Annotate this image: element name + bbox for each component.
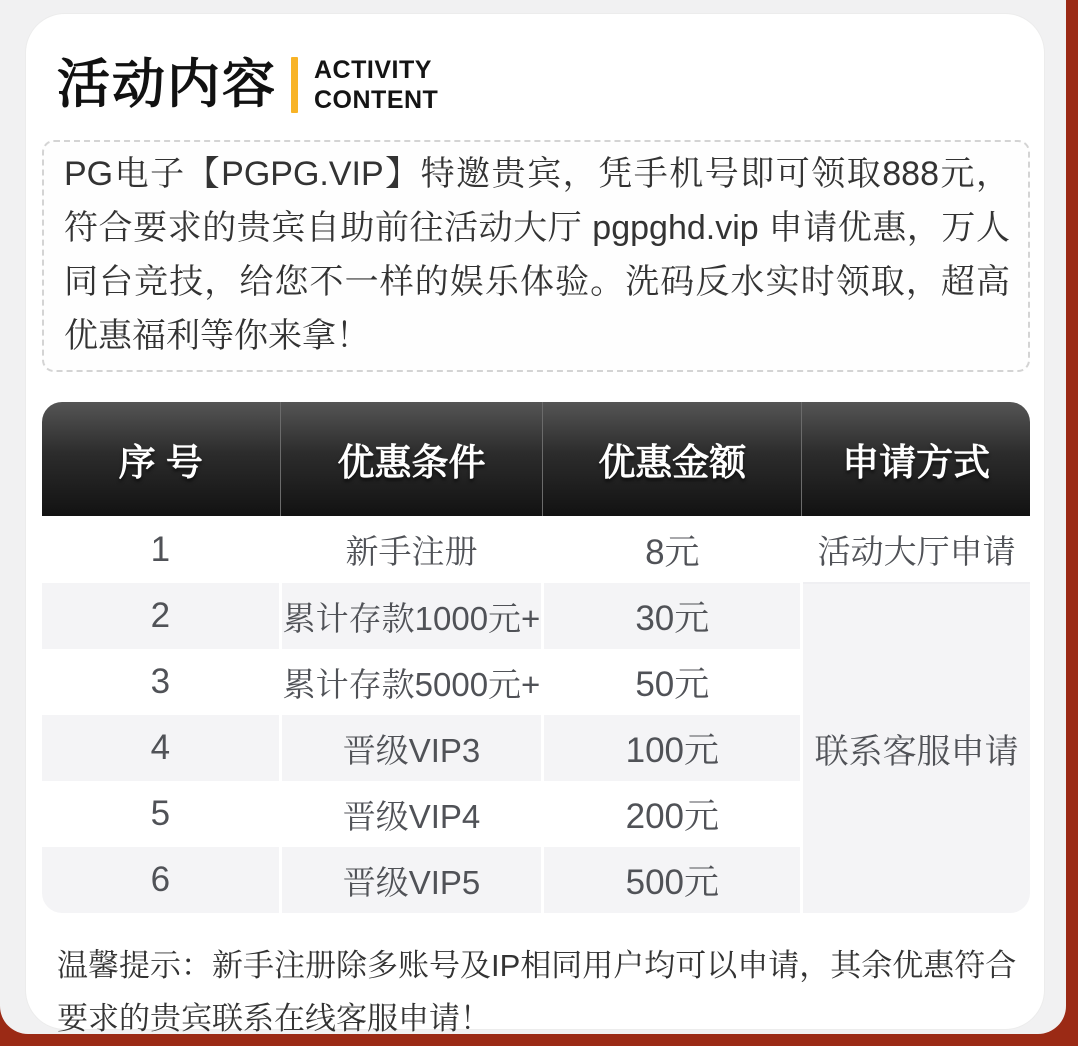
cell-condition: 晋级VIP4 (280, 781, 543, 847)
accent-divider-bar (291, 57, 298, 113)
col-header-condition: 优惠条件 (280, 402, 543, 516)
cell-amount: 8元 (543, 516, 802, 583)
cell-number: 3 (150, 662, 171, 701)
cell-number: 2 (42, 583, 280, 649)
page-title-en (314, 55, 438, 115)
col-header-method: 申请方式 (802, 402, 1030, 516)
page-title-en-line2: CONTENT (314, 86, 439, 114)
offer-table-wrap (42, 402, 1030, 913)
table-row (42, 516, 1030, 583)
content-card (25, 13, 1045, 1036)
warm-tip-note: 温馨提示：新手注册除多账号及IP相同用户均可以申请，其余优惠符合要求的贵宾联系在线客服申请！ (57, 948, 1017, 1036)
page-title-en-line1: ACTIVITY (314, 56, 432, 84)
section-header (57, 52, 1030, 118)
page-title: 活动内容 (57, 55, 277, 114)
cell-number: 6 (42, 847, 280, 913)
col-header-number: 序 号 (42, 402, 280, 516)
offer-table-header (42, 402, 1030, 516)
offer-table (42, 402, 1030, 913)
table-row (42, 583, 1030, 649)
cell-amount: 50元 (543, 649, 802, 715)
cell-amount: 500元 (543, 847, 802, 913)
cell-number: 1 (150, 529, 171, 569)
cell-amount: 200元 (543, 781, 802, 847)
cell-condition: 累计存款1000元+ (280, 583, 543, 649)
promo-description-box (42, 140, 1030, 372)
promo-description-text: PG电子【PGPG.VIP】特邀贵宾，凭手机号即可领取888元，符合要求的贵宾自助前往活动大厅 pgpghd.vip 申请优惠，万人同台竞技，给您不一样的娱乐体验。洗码反水实时领取，超高优惠福利等你来拿！ (64, 155, 1010, 355)
cell-number: 4 (42, 715, 280, 781)
col-header-amount: 优惠金额 (543, 402, 802, 516)
cell-condition: 新手注册 (280, 516, 543, 583)
cell-number: 5 (150, 794, 171, 833)
cell-method: 活动大厅申请 (802, 516, 1030, 583)
cell-amount: 100元 (543, 715, 802, 781)
cell-method-merged: 联系客服申请 (802, 583, 1030, 913)
cell-amount: 30元 (543, 583, 802, 649)
cell-condition: 累计存款5000元+ (280, 649, 543, 715)
cell-condition: 晋级VIP3 (280, 715, 543, 781)
cell-condition: 晋级VIP5 (280, 847, 543, 913)
